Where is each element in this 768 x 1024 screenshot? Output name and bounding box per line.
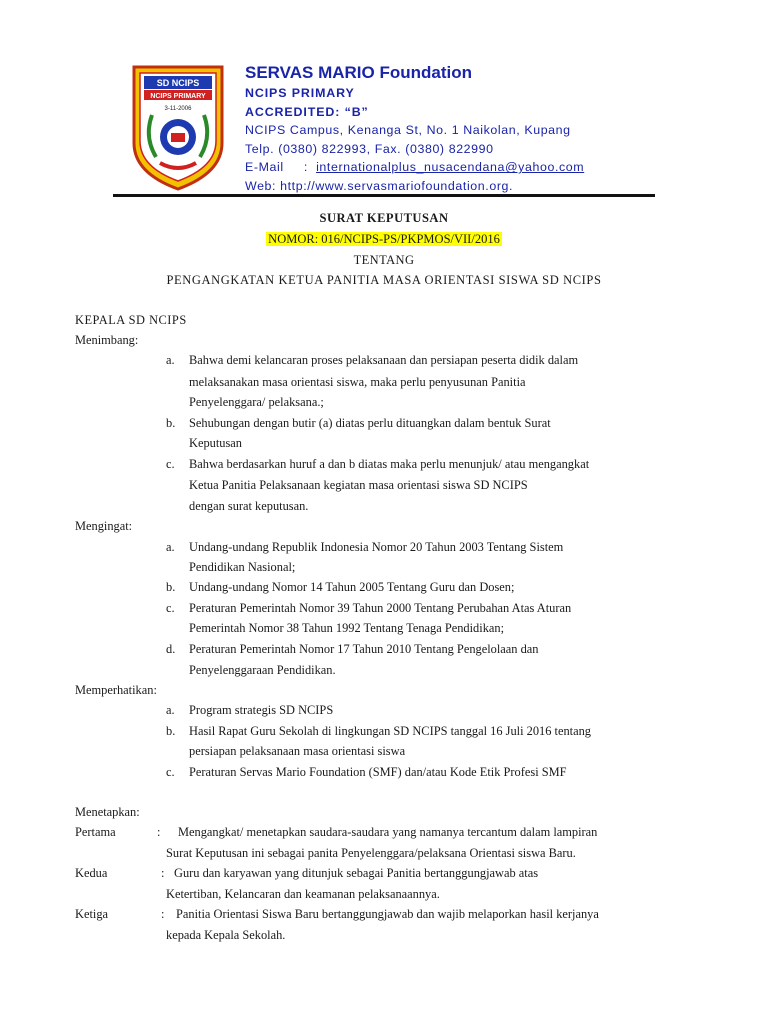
list-item-cont: Keputusan: [189, 436, 242, 450]
list-item-cont: Penyelenggaraan Pendidikan.: [189, 663, 336, 677]
school-logo: [130, 65, 226, 191]
school-name: NCIPS PRIMARY: [245, 86, 355, 100]
menimbang-label: Menimbang:: [75, 333, 139, 347]
list-item: b. Undang-undang Nomor 14 Tahun 2005 Tentang Guru dan Dosen;: [166, 580, 515, 594]
web-address[interactable]: Web: http://www.servasmariofoundation.org.: [245, 178, 514, 193]
list-item: c. Peraturan Pemerintah Nomor 39 Tahun 2000 Tentang Perubahan Atas Aturan: [166, 601, 572, 615]
colon: :: [161, 866, 165, 880]
org-name: SERVAS MARIO Foundation: [245, 63, 472, 82]
list-item: c. Peraturan Servas Mario Foundation (SMF) dan/atau Kode Etik Profesi SMF: [166, 765, 567, 779]
phone-fax: Telp. (0380) 822993, Fax. (0380) 822990: [245, 141, 494, 156]
list-item: c. Bahwa berdasarkan huruf a dan b diatas maka perlu menunjuk/ atau mengangkat: [166, 457, 590, 471]
document-number-wrap: [0, 232, 768, 247]
document-number: NOMOR: 016/NCIPS-PS/PKPMOS/VII/2016: [268, 232, 500, 246]
logo-text-date: 3-11-2006: [164, 106, 192, 112]
decision-text-cont: Ketertiban, Kelancaran dan keamanan pelaksanaannya.: [166, 887, 440, 901]
decision-text: Guru dan karyawan yang ditunjuk sebagai Panitia bertanggungjawab atas: [174, 866, 539, 880]
decision-label: Ketiga: [75, 907, 109, 921]
decision-label: Pertama: [75, 825, 116, 839]
menetapkan-label: Menetapkan:: [75, 805, 140, 819]
address: NCIPS Campus, Kenanga St, No. 1 Naikolan, Kupang: [245, 123, 571, 138]
letterhead-block: [245, 62, 584, 196]
list-item-cont: melaksanakan masa orientasi siswa, maka perlu penyusunan Panitia: [189, 375, 526, 389]
document-subject: PENGANGKATAN KETUA PANITIA MASA ORIENTASI SISWA SD NCIPS: [166, 273, 602, 287]
email-line: [245, 158, 584, 177]
logo-text-primary: NCIPS PRIMARY: [150, 93, 206, 100]
tentang-label: TENTANG: [353, 253, 415, 267]
email-link[interactable]: internationalplus_nusacendana@yahoo.com: [316, 160, 585, 175]
colon: :: [157, 825, 161, 839]
logo-text-sd: SD NCIPS: [156, 78, 200, 88]
decision-text: Panitia Orientasi Siswa Baru bertanggungjawab dan wajib melaporkan hasil kerjanya: [176, 907, 599, 921]
list-item: b. Sehubungan dengan butir (a) diatas perlu dituangkan dalam bentuk Surat: [166, 416, 551, 430]
kepala-label: KEPALA SD NCIPS: [75, 313, 187, 327]
list-item-cont: persiapan pelaksanaan masa orientasi siswa: [189, 744, 406, 758]
list-item: a. Undang-undang Republik Indonesia Nomor 20 Tahun 2003 Tentang Sistem: [166, 540, 564, 554]
email-label: E-Mail :: [245, 160, 317, 175]
list-item: a. Program strategis SD NCIPS: [166, 703, 334, 717]
accreditation: ACCREDITED: “B”: [245, 104, 369, 119]
document-heading: SURAT KEPUTUSAN: [319, 211, 449, 225]
list-item-cont: Pemerintah Nomor 38 Tahun 1992 Tentang Tenaga Pendidikan;: [189, 621, 505, 635]
list-item: d. Peraturan Pemerintah Nomor 17 Tahun 2010 Tentang Pengelolaan dan: [166, 642, 539, 656]
decision-text: Mengangkat/ menetapkan saudara-saudara yang namanya tercantum dalam lampiran: [178, 825, 598, 839]
list-item-cont: Ketua Panitia Pelaksanaan kegiatan masa orientasi siswa SD NCIPS: [189, 478, 528, 492]
list-item: a. Bahwa demi kelancaran proses pelaksanaan dan persiapan peserta didik dalam: [166, 353, 579, 367]
list-item: b. Hasil Rapat Guru Sekolah di lingkungan SD NCIPS tanggal 16 Juli 2016 tentang: [166, 724, 591, 738]
list-item-cont: dengan surat keputusan.: [189, 499, 309, 513]
decision-label: Kedua: [75, 866, 108, 880]
letterhead-divider: [113, 194, 655, 197]
decision-text-cont: kepada Kepala Sekolah.: [166, 928, 286, 942]
memperhatikan-label: Memperhatikan:: [75, 683, 157, 697]
mengingat-label: Mengingat:: [75, 519, 133, 533]
decision-text-cont: Surat Keputusan ini sebagai panita Penyelenggara/pelaksana Orientasi siswa Baru.: [166, 846, 576, 860]
list-item-cont: Pendidikan Nasional;: [189, 560, 296, 574]
list-item-cont: Penyelenggara/ pelaksana.;: [189, 395, 324, 409]
colon: :: [161, 907, 165, 921]
